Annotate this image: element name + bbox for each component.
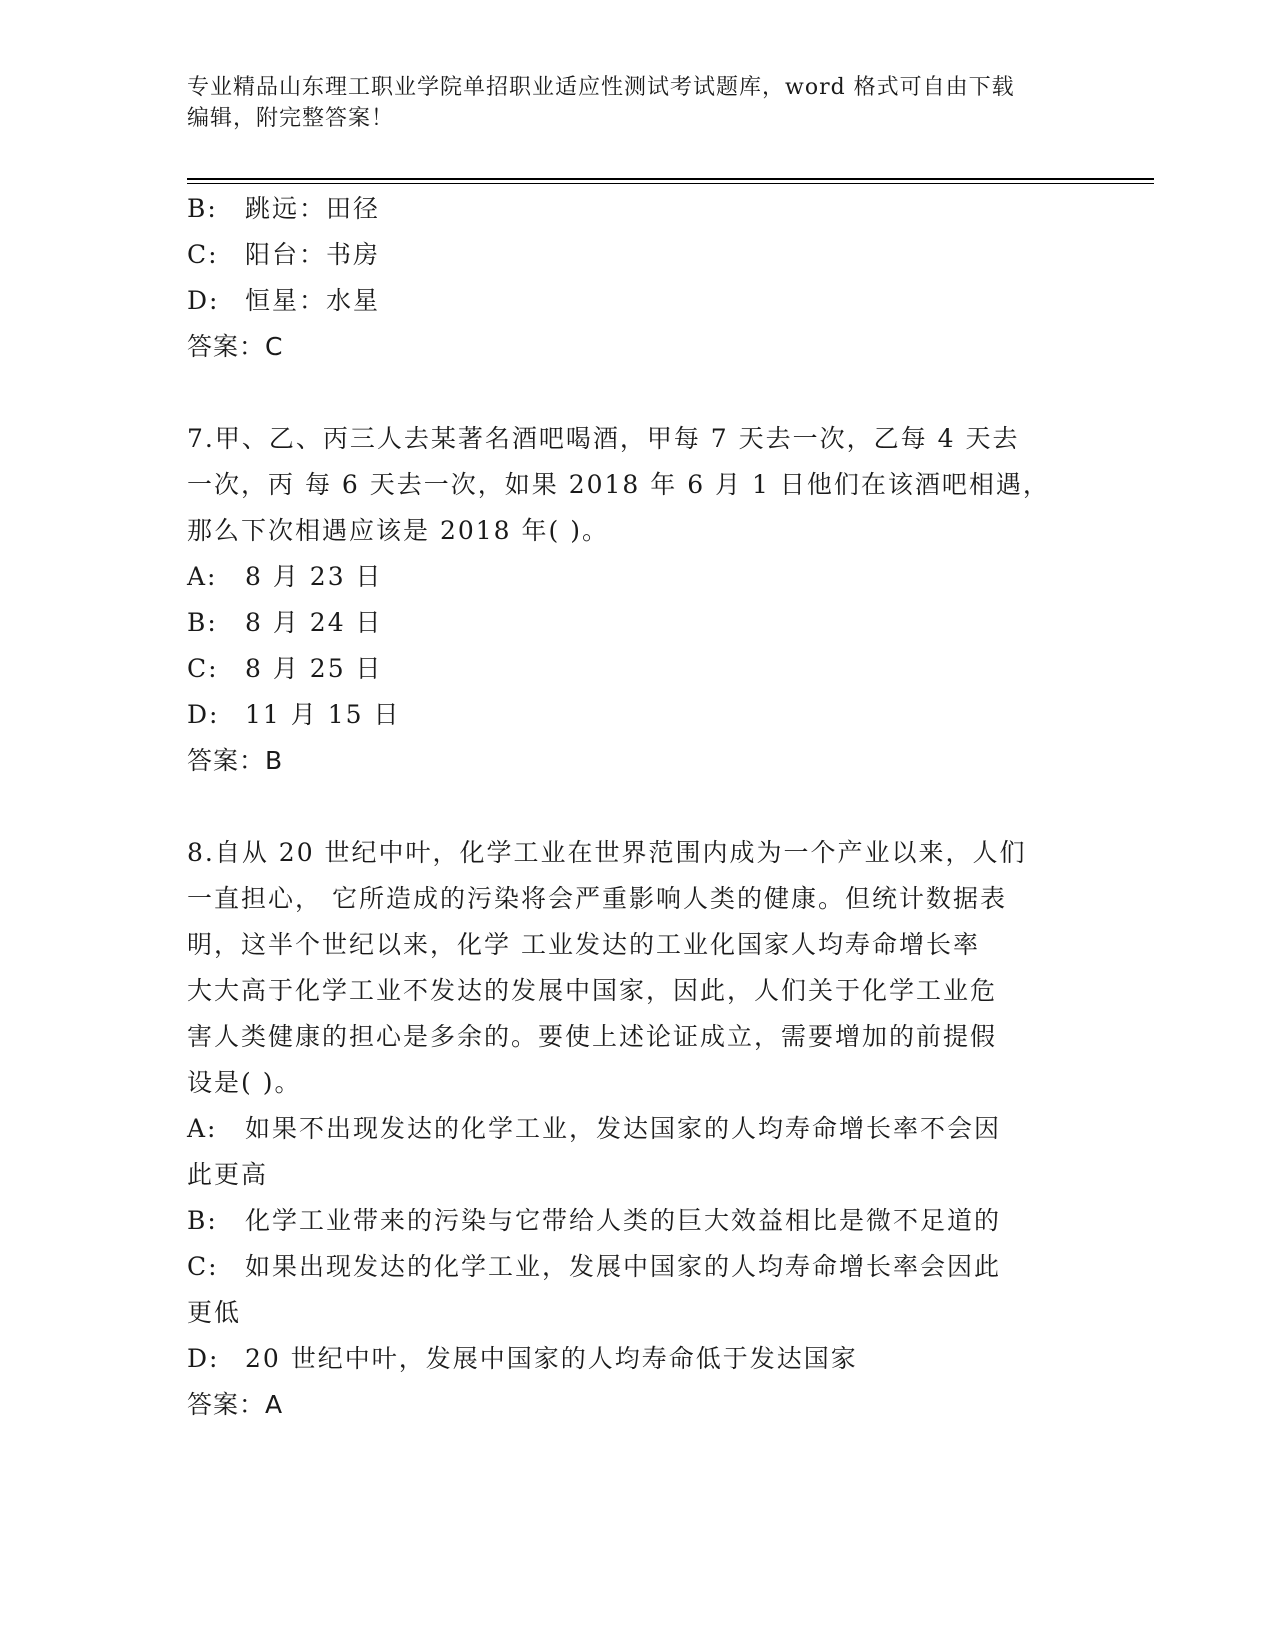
q6-option-b — [187, 186, 1087, 232]
option-text: 如果出现发达的化学工业，发展中国家的人均寿命增长率会因此 — [245, 1252, 1002, 1281]
option-key: D: — [187, 286, 220, 315]
option-key: A: — [187, 562, 218, 591]
option-key: B: — [187, 608, 218, 637]
q8-stem-line: 8.自从 20 世纪中叶，化学工业在世界范围内成为一个产业以来，人们 — [187, 838, 1027, 867]
option-text: 20 世纪中叶，发展中国家的人均寿命低于发达国家 — [245, 1344, 858, 1373]
q6-answer: 答案：C — [187, 332, 284, 361]
q8-option-a — [187, 1106, 1087, 1152]
option-key: C: — [187, 240, 219, 269]
q8-option-d — [187, 1336, 1087, 1382]
q7-stem-line: 7.甲、乙、丙三人去某著名酒吧喝酒，甲每 7 天去一次，乙每 4 天去 — [187, 424, 1020, 453]
option-text: 阳台：书房 — [245, 240, 381, 269]
q7-option-d — [187, 692, 1087, 738]
option-key: D: — [187, 1344, 220, 1373]
option-text: 8 月 25 日 — [245, 654, 383, 683]
header-line-1: 专业精品山东理工职业学院单招职业适应性测试考试题库，word 格式可自由下载 — [187, 75, 1015, 100]
q8-stem-line: 一直担心， 它所造成的污染将会严重影响人类的健康。但统计数据表 — [187, 884, 1007, 913]
q7-stem-line: 一次，丙 每 6 天去一次，如果 2018 年 6 月 1 日他们在该酒吧相遇， — [187, 470, 1050, 499]
option-key: C: — [187, 1252, 219, 1281]
q6-option-d — [187, 278, 1087, 324]
option-text: 8 月 24 日 — [245, 608, 383, 637]
q8-stem-line: 大大高于化学工业不发达的发展中国家，因此，人们关于化学工业危 — [187, 976, 998, 1005]
header-rule-thick — [187, 178, 1154, 180]
page-header — [187, 72, 1087, 134]
q8-answer: 答案：A — [187, 1390, 284, 1419]
option-key: B: — [187, 194, 218, 223]
header-rule-thin — [187, 183, 1154, 184]
q8-option-b — [187, 1198, 1087, 1244]
option-text: 11 月 15 日 — [245, 700, 401, 729]
q7-option-c — [187, 646, 1087, 692]
q7-option-b — [187, 600, 1087, 646]
q7-option-a — [187, 554, 1087, 600]
q7-answer: 答案：B — [187, 746, 284, 775]
document-body — [187, 186, 1087, 1428]
q8-option-c-continued: 更低 — [187, 1298, 242, 1327]
option-text: 化学工业带来的污染与它带给人类的巨大效益相比是微不足道的 — [245, 1206, 1002, 1235]
q8-stem-line: 害人类健康的担心是多余的。要使上述论证成立，需要增加的前提假 — [187, 1022, 998, 1051]
header-line-2: 编辑，附完整答案！ — [187, 106, 395, 131]
option-text: 如果不出现发达的化学工业，发达国家的人均寿命增长率不会因 — [245, 1114, 1002, 1143]
option-key: C: — [187, 654, 219, 683]
option-key: A: — [187, 1114, 218, 1143]
option-key: B: — [187, 1206, 218, 1235]
question-7 — [187, 416, 1087, 784]
option-text: 跳远：田径 — [245, 194, 381, 223]
q8-option-c — [187, 1244, 1087, 1290]
question-6 — [187, 186, 1087, 370]
q6-option-c — [187, 232, 1087, 278]
question-8 — [187, 830, 1087, 1428]
q8-option-a-continued: 此更高 — [187, 1160, 269, 1189]
option-key: D: — [187, 700, 220, 729]
q8-stem-line: 设是( )。 — [187, 1068, 302, 1097]
q8-stem-line: 明，这半个世纪以来，化学 工业发达的工业化国家人均寿命增长率 — [187, 930, 980, 959]
q7-stem-line: 那么下次相遇应该是 2018 年( )。 — [187, 516, 609, 545]
option-text: 8 月 23 日 — [245, 562, 383, 591]
option-text: 恒星：水星 — [245, 286, 381, 315]
